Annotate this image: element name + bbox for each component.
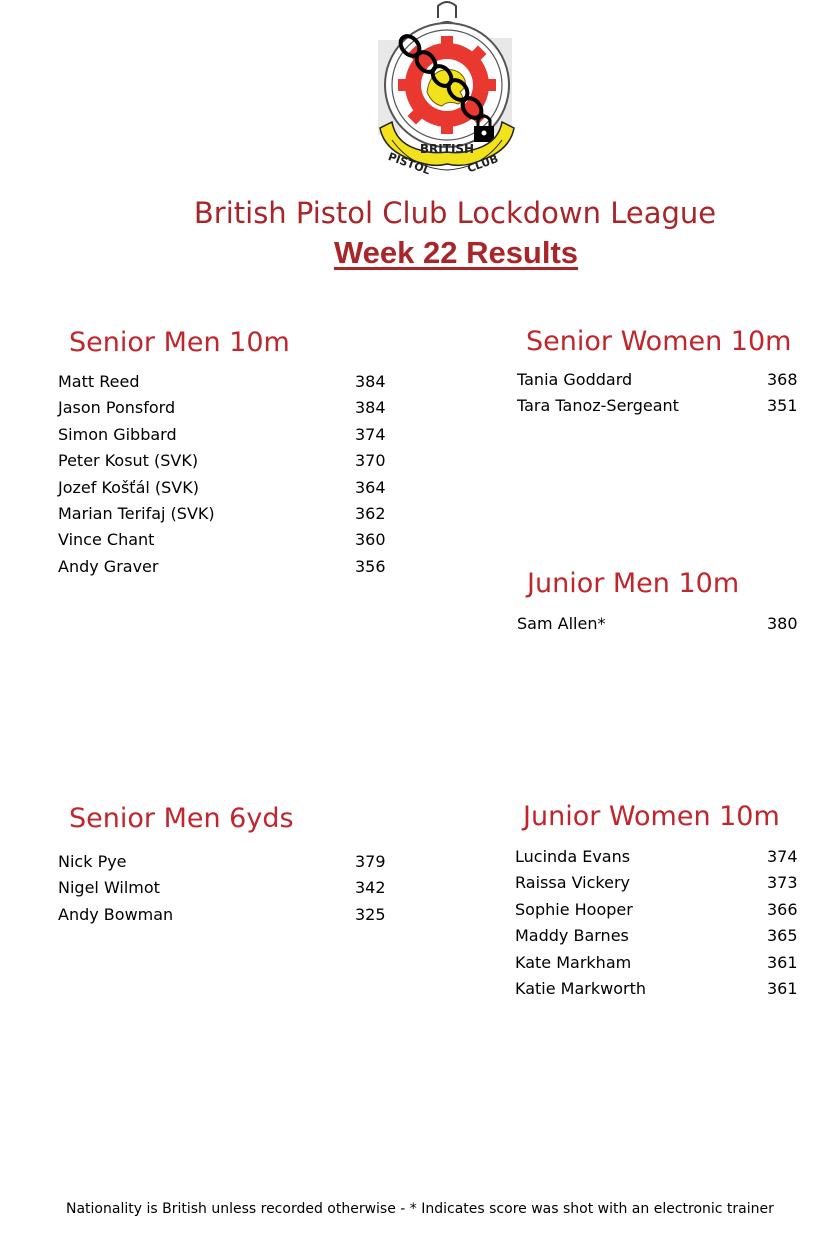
competitor-name: Maddy Barnes bbox=[515, 926, 629, 946]
result-row bbox=[517, 614, 817, 640]
competitor-score: 379 bbox=[355, 852, 386, 871]
competitor-name: Sam Allen* bbox=[517, 614, 606, 633]
competitor-score: 384 bbox=[355, 372, 386, 391]
competitor-name: Peter Kosut (SVK) bbox=[58, 451, 199, 471]
competitor-name: Nick Pye bbox=[58, 852, 127, 871]
results-list-junior-women-10m bbox=[515, 847, 815, 1005]
result-row bbox=[515, 953, 815, 979]
competitor-name: Jason Ponsford bbox=[58, 398, 176, 418]
result-row bbox=[515, 900, 815, 926]
competitor-score: 380 bbox=[767, 614, 798, 633]
section-junior-women-10m bbox=[523, 801, 780, 833]
section-title: Senior Men 10m bbox=[69, 327, 290, 358]
club-crest-logo bbox=[372, 0, 522, 185]
competitor-score: 366 bbox=[767, 899, 798, 919]
result-row bbox=[58, 878, 388, 904]
results-list-senior-women-10m bbox=[517, 370, 817, 423]
result-row bbox=[58, 451, 388, 477]
results-list-junior-men-10m bbox=[517, 614, 817, 640]
page-subtitle: Week 22 Results bbox=[333, 235, 579, 270]
competitor-name: Lucinda Evans bbox=[515, 847, 631, 866]
svg-text:PISTOL: PISTOL bbox=[386, 150, 433, 178]
competitor-score: 374 bbox=[355, 424, 386, 444]
section-junior-men-10m bbox=[527, 568, 739, 600]
competitor-score: 365 bbox=[767, 926, 798, 946]
section-title: Senior Women 10m bbox=[526, 326, 792, 357]
competitor-name: Marian Terifaj (SVK) bbox=[58, 503, 215, 523]
competitor-name: Raissa Vickery bbox=[515, 873, 630, 893]
result-row bbox=[515, 873, 815, 899]
result-row bbox=[58, 478, 388, 504]
result-row bbox=[515, 847, 815, 873]
section-title: Junior Men 10m bbox=[527, 568, 740, 599]
competitor-score: 374 bbox=[767, 847, 798, 866]
competitor-score: 370 bbox=[355, 451, 386, 471]
competitor-score: 362 bbox=[355, 503, 386, 523]
footer-note: Nationality is British unless recorded otherwise - * Indicates score was shot with an electronic trainer bbox=[66, 1201, 774, 1217]
competitor-name: Simon Gibbard bbox=[58, 424, 177, 444]
result-row bbox=[517, 396, 817, 422]
competitor-name: Matt Reed bbox=[58, 372, 140, 391]
competitor-score: 364 bbox=[355, 477, 386, 497]
competitor-name: Tania Goddard bbox=[517, 370, 633, 389]
competitor-name: Jozef Košťál (SVK) bbox=[58, 477, 199, 497]
competitor-name: Andy Bowman bbox=[58, 904, 174, 924]
result-row bbox=[58, 425, 388, 451]
competitor-score: 356 bbox=[355, 556, 386, 576]
results-list-senior-men-6yds bbox=[58, 852, 388, 931]
competitor-score: 360 bbox=[355, 530, 386, 550]
results-list-senior-men-10m bbox=[58, 372, 388, 583]
section-senior-men-6yds bbox=[69, 803, 294, 835]
competitor-name: Tara Tanoz-Sergeant bbox=[517, 396, 679, 416]
competitor-score: 368 bbox=[767, 370, 798, 389]
competitor-name: Nigel Wilmot bbox=[58, 878, 160, 898]
result-row bbox=[58, 372, 388, 398]
competitor-name: Katie Markworth bbox=[515, 978, 646, 998]
competitor-score: 384 bbox=[355, 398, 386, 418]
competitor-name: Andy Graver bbox=[58, 556, 159, 576]
page-title: British Pistol Club Lockdown League bbox=[193, 196, 717, 230]
competitor-name: Kate Markham bbox=[515, 952, 632, 972]
competitor-score: 361 bbox=[767, 978, 798, 998]
result-row bbox=[517, 370, 817, 396]
section-title: Junior Women 10m bbox=[523, 801, 780, 832]
competitor-score: 342 bbox=[355, 878, 386, 898]
result-row bbox=[58, 557, 388, 583]
competitor-name: Vince Chant bbox=[58, 530, 155, 550]
result-row bbox=[515, 979, 815, 1005]
result-row bbox=[58, 504, 388, 530]
result-row bbox=[58, 852, 388, 878]
result-row bbox=[58, 905, 388, 931]
section-title: Senior Men 6yds bbox=[69, 803, 294, 834]
section-senior-men-10m bbox=[69, 327, 290, 359]
result-row bbox=[515, 926, 815, 952]
svg-text:CLUB: CLUB bbox=[465, 152, 501, 176]
section-senior-women-10m bbox=[526, 326, 791, 358]
svg-text:BRITISH: BRITISH bbox=[419, 142, 475, 156]
result-row bbox=[58, 398, 388, 424]
competitor-score: 325 bbox=[355, 904, 386, 924]
competitor-score: 351 bbox=[767, 396, 798, 416]
result-row bbox=[58, 530, 388, 556]
competitor-score: 361 bbox=[767, 952, 798, 972]
competitor-name: Sophie Hooper bbox=[515, 899, 633, 919]
competitor-score: 373 bbox=[767, 873, 798, 893]
